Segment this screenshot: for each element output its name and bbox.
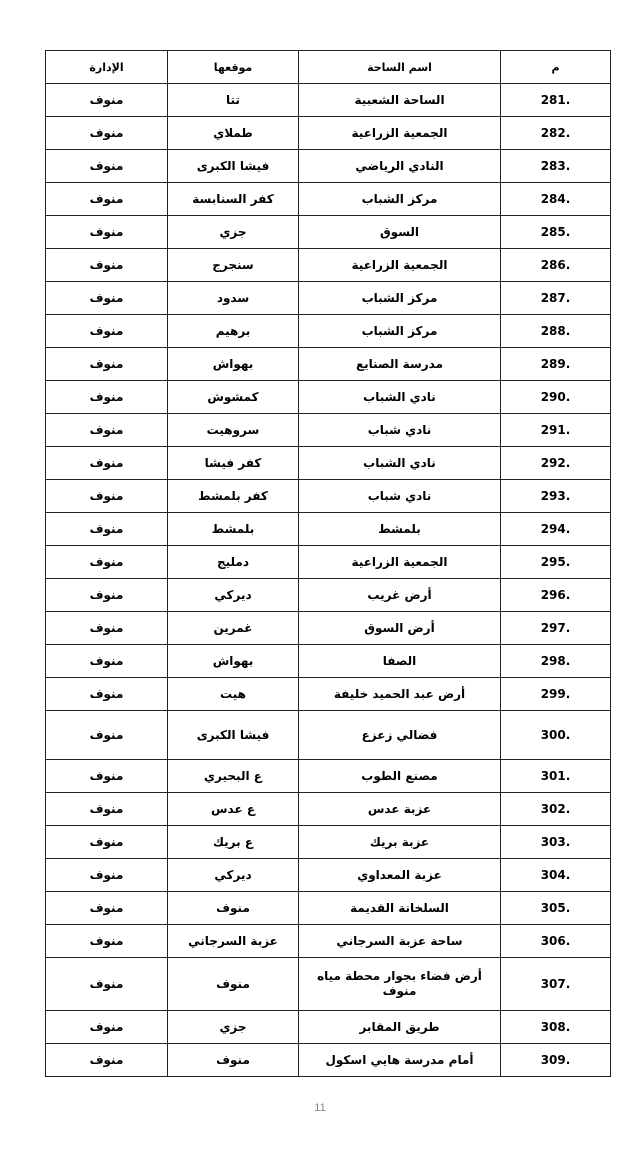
table-row [46, 793, 611, 826]
cell-num: 293. [501, 480, 611, 513]
table-row [46, 958, 611, 1011]
table-row [46, 447, 611, 480]
cell-name: مركز الشباب [299, 183, 501, 216]
cell-location: ديركي [168, 579, 299, 612]
cell-name: بلمشط [299, 513, 501, 546]
cell-num: 291. [501, 414, 611, 447]
table-row [46, 612, 611, 645]
cell-location: بهواش [168, 645, 299, 678]
cell-name: النادي الرياضي [299, 150, 501, 183]
header-name: اسم الساحة [299, 51, 501, 84]
table-row [46, 513, 611, 546]
cell-num: 287. [501, 282, 611, 315]
cell-location: منوف [168, 958, 299, 1011]
cell-admin: منوف [46, 579, 168, 612]
cell-admin: منوف [46, 645, 168, 678]
cell-location: ع البحيري [168, 760, 299, 793]
cell-name: فضالي زعزع [299, 711, 501, 760]
cell-num: 281. [501, 84, 611, 117]
squares-table [45, 50, 611, 1077]
cell-name: السلخانة القديمة [299, 892, 501, 925]
table-header-row [46, 51, 611, 84]
cell-num: 300. [501, 711, 611, 760]
cell-location: هيت [168, 678, 299, 711]
cell-location: غمرين [168, 612, 299, 645]
cell-num: 299. [501, 678, 611, 711]
cell-num: 283. [501, 150, 611, 183]
table-row [46, 381, 611, 414]
table-row [46, 645, 611, 678]
cell-admin: منوف [46, 414, 168, 447]
cell-location: برهيم [168, 315, 299, 348]
cell-location: ديركي [168, 859, 299, 892]
cell-admin: منوف [46, 513, 168, 546]
table-row [46, 249, 611, 282]
cell-location: كفر فيشا [168, 447, 299, 480]
cell-num: 305. [501, 892, 611, 925]
table-row [46, 925, 611, 958]
cell-location: سروهيت [168, 414, 299, 447]
cell-name: مركز الشباب [299, 282, 501, 315]
cell-location: بهواش [168, 348, 299, 381]
table-row [46, 183, 611, 216]
table-row [46, 546, 611, 579]
table-body [46, 84, 611, 1077]
cell-location: جزي [168, 1011, 299, 1044]
table-row [46, 84, 611, 117]
cell-location: عزبة السرجاني [168, 925, 299, 958]
cell-name: الجمعية الزراعية [299, 249, 501, 282]
cell-location: كفر بلمشط [168, 480, 299, 513]
table-row [46, 1011, 611, 1044]
page-number: 11 [314, 1102, 326, 1114]
cell-name: طريق المقابر [299, 1011, 501, 1044]
cell-admin: منوف [46, 1044, 168, 1077]
cell-num: 292. [501, 447, 611, 480]
cell-num: 308. [501, 1011, 611, 1044]
cell-num: 296. [501, 579, 611, 612]
cell-name: نادي شباب [299, 480, 501, 513]
cell-num: 297. [501, 612, 611, 645]
cell-num: 294. [501, 513, 611, 546]
cell-admin: منوف [46, 678, 168, 711]
cell-location: سدود [168, 282, 299, 315]
cell-num: 304. [501, 859, 611, 892]
cell-admin: منوف [46, 793, 168, 826]
cell-name: الصفا [299, 645, 501, 678]
cell-name: نادي الشباب [299, 447, 501, 480]
cell-admin: منوف [46, 958, 168, 1011]
table-row [46, 414, 611, 447]
header-admin: الإدارة [46, 51, 168, 84]
cell-num: 284. [501, 183, 611, 216]
cell-name: أرض فضاء بجوار محطة مياه منوف [299, 958, 501, 1011]
table-row [46, 579, 611, 612]
cell-num: 282. [501, 117, 611, 150]
cell-admin: منوف [46, 925, 168, 958]
cell-location: فيشا الكبرى [168, 711, 299, 760]
cell-location: طملاي [168, 117, 299, 150]
cell-admin: منوف [46, 826, 168, 859]
cell-admin: منوف [46, 546, 168, 579]
cell-name: نادي الشباب [299, 381, 501, 414]
table-row [46, 315, 611, 348]
cell-location: كفر السنابسة [168, 183, 299, 216]
cell-name: الجمعية الزراعية [299, 546, 501, 579]
cell-admin: منوف [46, 84, 168, 117]
cell-name: عزبة بريك [299, 826, 501, 859]
cell-name: أمام مدرسة هايي اسكول [299, 1044, 501, 1077]
cell-num: 295. [501, 546, 611, 579]
cell-admin: منوف [46, 249, 168, 282]
cell-admin: منوف [46, 183, 168, 216]
cell-num: 302. [501, 793, 611, 826]
cell-name: أرض عبد الحميد خليفة [299, 678, 501, 711]
cell-location: بلمشط [168, 513, 299, 546]
cell-name: مركز الشباب [299, 315, 501, 348]
header-num: م [501, 51, 611, 84]
cell-admin: منوف [46, 612, 168, 645]
cell-num: 290. [501, 381, 611, 414]
table-row [46, 826, 611, 859]
table-row [46, 282, 611, 315]
cell-num: 298. [501, 645, 611, 678]
cell-admin: منوف [46, 892, 168, 925]
cell-admin: منوف [46, 216, 168, 249]
cell-num: 288. [501, 315, 611, 348]
cell-name: الجمعية الزراعية [299, 117, 501, 150]
header-location: موقعها [168, 51, 299, 84]
cell-location: تتا [168, 84, 299, 117]
table-row [46, 678, 611, 711]
cell-num: 303. [501, 826, 611, 859]
cell-name: أرض غريب [299, 579, 501, 612]
cell-admin: منوف [46, 1011, 168, 1044]
cell-admin: منوف [46, 117, 168, 150]
cell-name: نادي شباب [299, 414, 501, 447]
cell-name: عزبة المعداوي [299, 859, 501, 892]
table-row [46, 711, 611, 760]
cell-location: كمشوش [168, 381, 299, 414]
cell-location: سنجرج [168, 249, 299, 282]
cell-admin: منوف [46, 282, 168, 315]
cell-num: 286. [501, 249, 611, 282]
cell-admin: منوف [46, 348, 168, 381]
cell-name: السوق [299, 216, 501, 249]
table-row [46, 760, 611, 793]
table-row [46, 480, 611, 513]
cell-location: جزي [168, 216, 299, 249]
cell-name: الساحة الشعبية [299, 84, 501, 117]
cell-admin: منوف [46, 480, 168, 513]
cell-location: ع عدس [168, 793, 299, 826]
cell-name: مصنع الطوب [299, 760, 501, 793]
cell-admin: منوف [46, 711, 168, 760]
cell-admin: منوف [46, 381, 168, 414]
cell-num: 306. [501, 925, 611, 958]
cell-num: 289. [501, 348, 611, 381]
cell-name: أرض السوق [299, 612, 501, 645]
table-row [46, 892, 611, 925]
cell-name: عزبة عدس [299, 793, 501, 826]
table-row [46, 216, 611, 249]
cell-admin: منوف [46, 150, 168, 183]
table-row [46, 859, 611, 892]
cell-location: دمليج [168, 546, 299, 579]
cell-num: 285. [501, 216, 611, 249]
cell-name: ساحة عزبة السرجاني [299, 925, 501, 958]
cell-location: منوف [168, 892, 299, 925]
cell-location: فيشا الكبرى [168, 150, 299, 183]
cell-name: مدرسة الصنايع [299, 348, 501, 381]
cell-num: 309. [501, 1044, 611, 1077]
table-row [46, 348, 611, 381]
table-row [46, 1044, 611, 1077]
table-row [46, 117, 611, 150]
cell-admin: منوف [46, 315, 168, 348]
cell-location: ع بريك [168, 826, 299, 859]
cell-location: منوف [168, 1044, 299, 1077]
cell-admin: منوف [46, 859, 168, 892]
cell-num: 307. [501, 958, 611, 1011]
cell-admin: منوف [46, 760, 168, 793]
cell-admin: منوف [46, 447, 168, 480]
cell-num: 301. [501, 760, 611, 793]
table-row [46, 150, 611, 183]
